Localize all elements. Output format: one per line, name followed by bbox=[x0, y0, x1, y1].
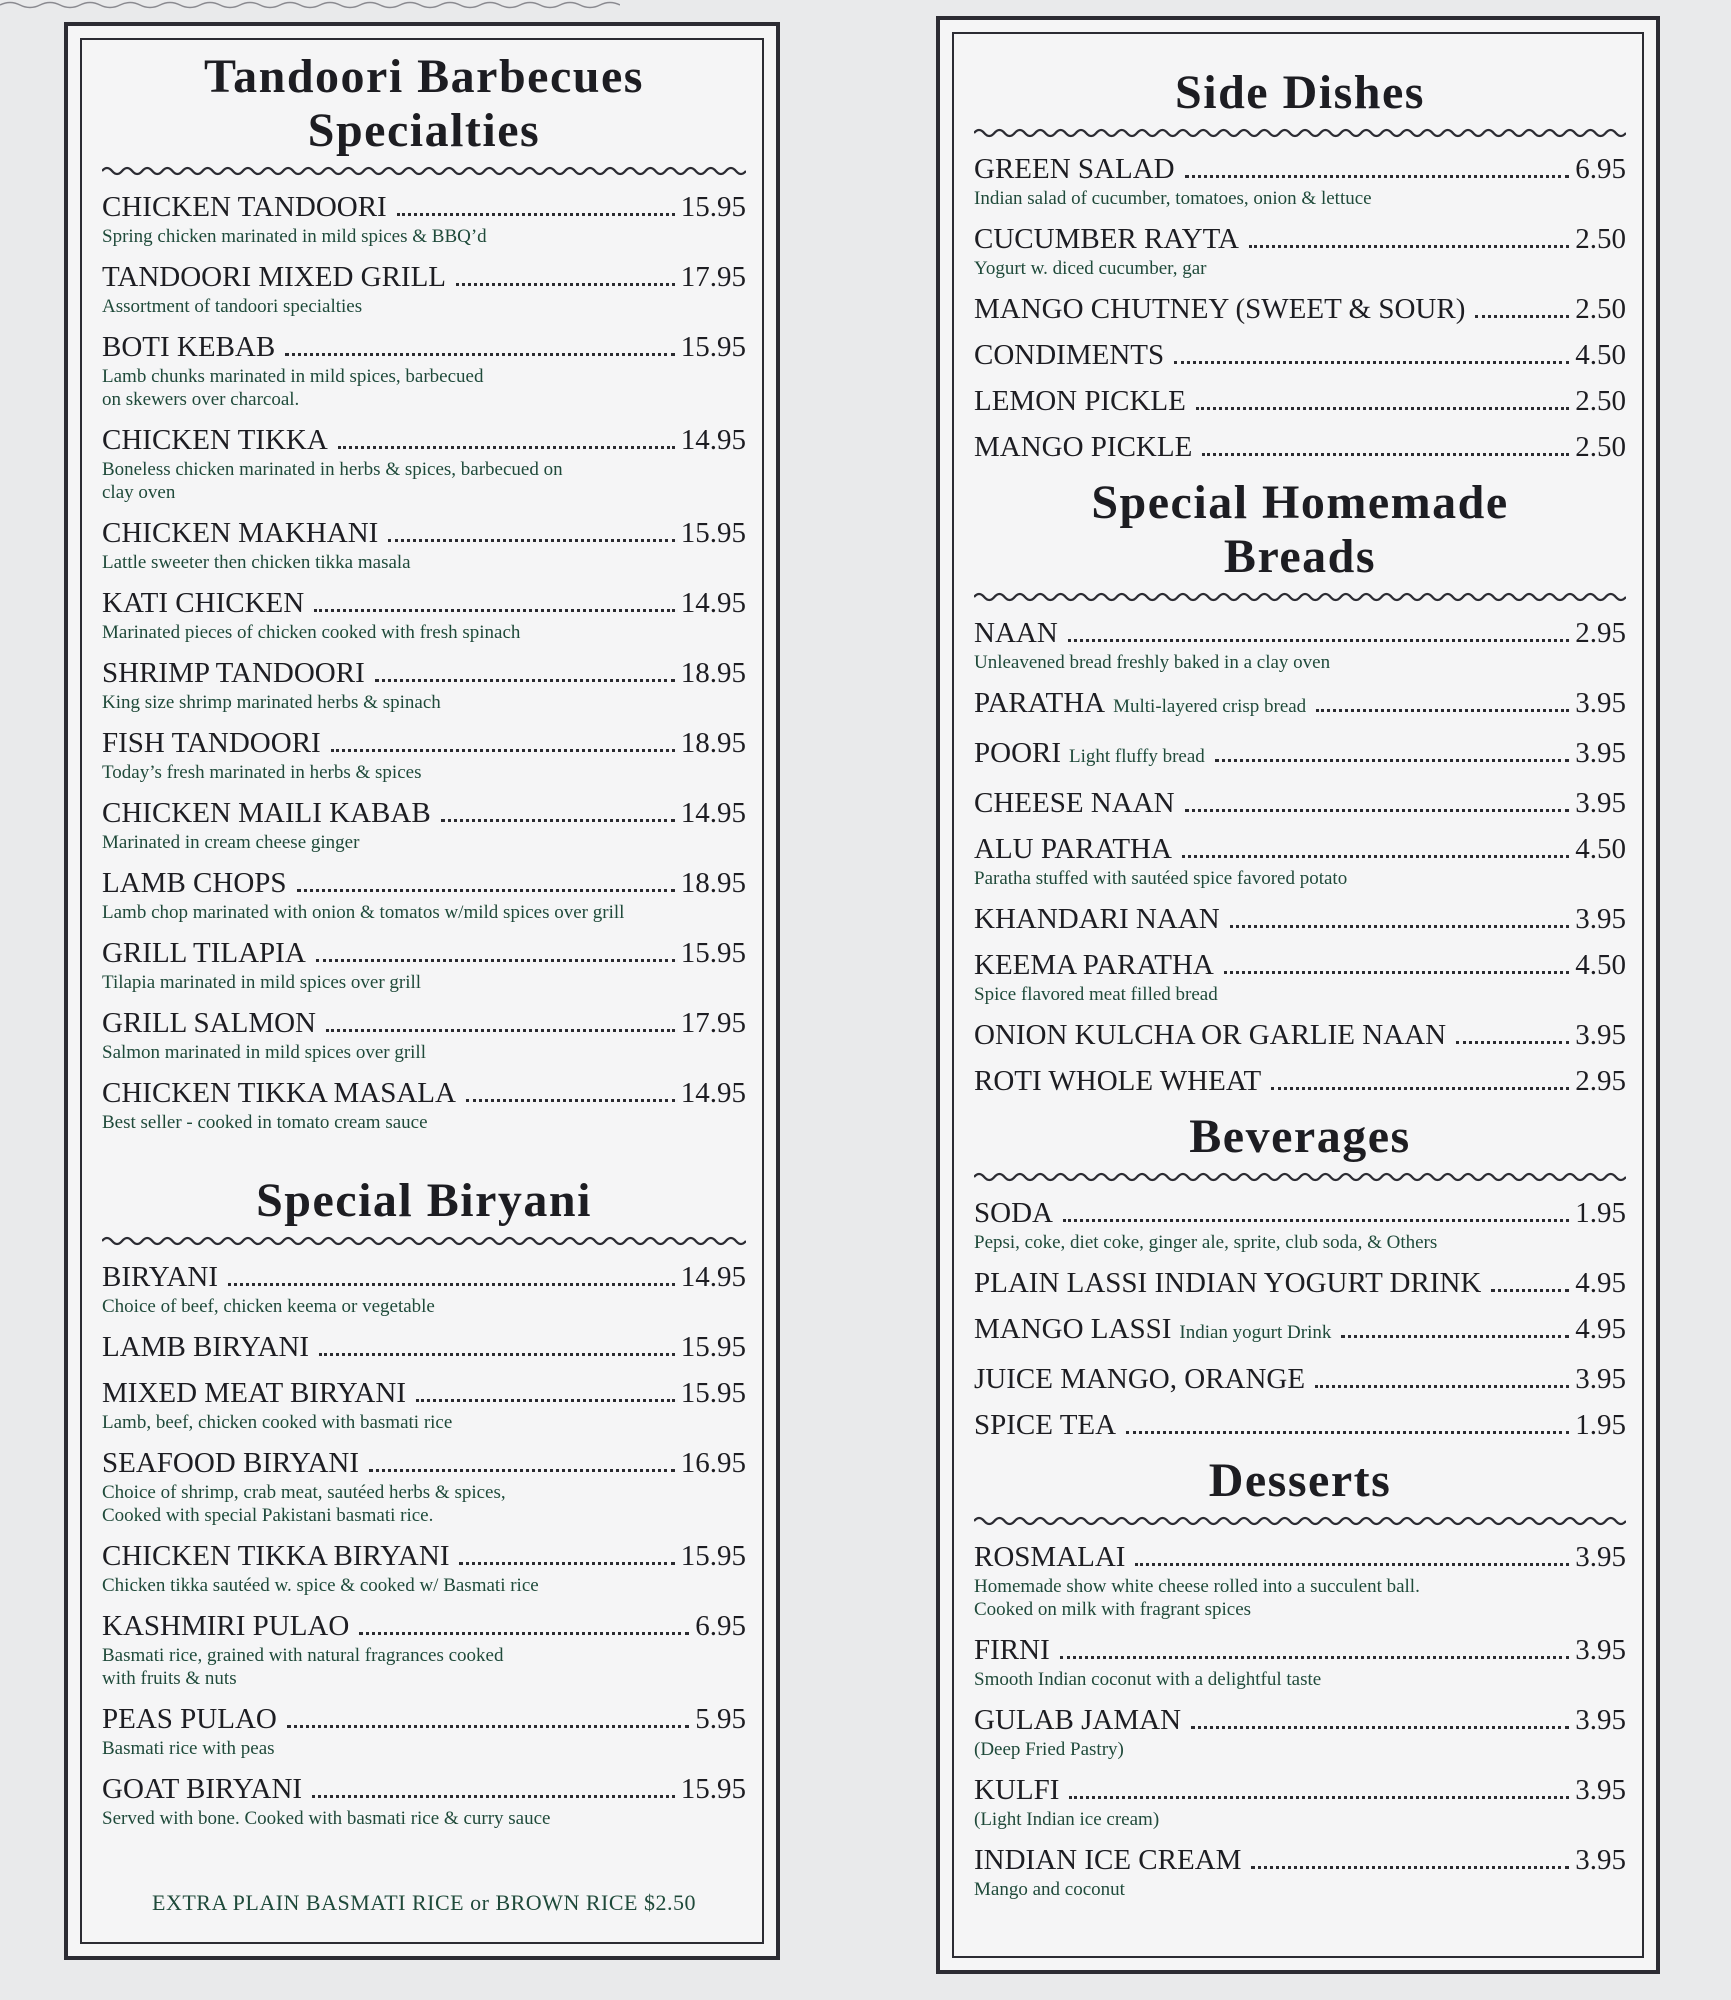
menu-item-grill-salmon bbox=[102, 1006, 746, 1064]
item-price: 3.95 bbox=[1575, 1704, 1626, 1736]
item-inline-description: Indian yogurt Drink bbox=[1179, 1322, 1332, 1343]
menu-section-special-homemade-breads bbox=[974, 476, 1626, 1098]
item-price: 15.95 bbox=[680, 1331, 746, 1363]
item-price: 2.95 bbox=[1575, 617, 1626, 649]
item-description: Boneless chicken marinated in herbs & spices, barbecued on clay oven bbox=[102, 459, 563, 503]
item-price: 6.95 bbox=[1575, 153, 1626, 185]
dot-leader bbox=[1182, 855, 1569, 858]
section-title: Desserts bbox=[1208, 1454, 1392, 1507]
dot-leader bbox=[397, 213, 675, 216]
dot-leader bbox=[1063, 1219, 1569, 1222]
item-description: Lamb, beef, chicken cooked with basmati rice bbox=[102, 1412, 453, 1433]
section-title: Special Homemade Breads bbox=[1091, 476, 1509, 583]
item-price: 6.95 bbox=[695, 1610, 746, 1642]
menu-item-khandari-naan bbox=[974, 902, 1626, 936]
item-price: 3.95 bbox=[1575, 903, 1626, 935]
menu-item-rosmalai bbox=[974, 1540, 1626, 1621]
menu-item-soda bbox=[974, 1196, 1626, 1254]
menu-item-paratha bbox=[974, 686, 1626, 724]
item-name: LAMB BIRYANI bbox=[102, 1331, 310, 1363]
menu-item-lamb-chops bbox=[102, 866, 746, 924]
item-name: FISH TANDOORI bbox=[102, 727, 321, 759]
item-description: Assortment of tandoori specialties bbox=[102, 296, 363, 317]
item-price: 18.95 bbox=[680, 657, 746, 689]
item-description: Choice of beef, chicken keema or vegetable bbox=[102, 1296, 435, 1317]
item-description: Mango and coconut bbox=[974, 1879, 1125, 1900]
menu-item-mixed-meat-biryani bbox=[102, 1376, 746, 1434]
dot-leader bbox=[326, 1029, 675, 1032]
item-description: Today’s fresh marinated in herbs & spices bbox=[102, 762, 422, 783]
dot-leader bbox=[1191, 1726, 1569, 1729]
item-description: Tilapia marinated in mild spices over grill bbox=[102, 972, 422, 993]
menu-item-chicken-tikka-masala bbox=[102, 1076, 746, 1134]
item-name: SPICE TEA bbox=[974, 1409, 1117, 1441]
item-name: KASHMIRI PULAO bbox=[102, 1610, 350, 1642]
menu-item-spice-tea bbox=[974, 1408, 1626, 1442]
item-price: 15.95 bbox=[680, 1377, 746, 1409]
item-price: 3.95 bbox=[1575, 1541, 1626, 1573]
item-price: 15.95 bbox=[680, 331, 746, 363]
dot-leader bbox=[1185, 175, 1570, 178]
right-menu-panel bbox=[936, 16, 1660, 1974]
item-description: Spice flavored meat filled bread bbox=[974, 984, 1218, 1005]
item-name: CHICKEN TIKKA BIRYANI bbox=[102, 1540, 450, 1572]
item-name: MANGO LASSI bbox=[974, 1313, 1172, 1345]
menu-item-shrimp-tandoori bbox=[102, 656, 746, 714]
menu-item-boti-kebab bbox=[102, 330, 746, 411]
dot-leader bbox=[287, 1725, 689, 1728]
item-name: CHEESE NAAN bbox=[974, 787, 1175, 819]
item-price: 3.95 bbox=[1575, 1844, 1626, 1876]
dot-leader bbox=[1456, 1041, 1569, 1044]
item-price: 2.50 bbox=[1575, 385, 1626, 417]
item-description: Indian salad of cucumber, tomatoes, onion & lettuce bbox=[974, 188, 1372, 209]
dot-leader bbox=[441, 819, 675, 822]
item-description: Served with bone. Cooked with basmati rice & curry sauce bbox=[102, 1808, 551, 1829]
item-name: ROSMALAI bbox=[974, 1541, 1126, 1573]
dot-leader bbox=[1135, 1563, 1569, 1566]
item-price: 2.50 bbox=[1575, 223, 1626, 255]
item-name: INDIAN ICE CREAM bbox=[974, 1844, 1242, 1876]
menu-item-mango-chutney-sweet-sour bbox=[974, 292, 1626, 326]
item-price: 3.95 bbox=[1575, 1363, 1626, 1395]
item-price: 15.95 bbox=[680, 1540, 746, 1572]
menu-item-green-salad bbox=[974, 152, 1626, 210]
item-price: 4.50 bbox=[1575, 949, 1626, 981]
menu-item-firni bbox=[974, 1633, 1626, 1691]
item-inline-description: Multi-layered crisp bread bbox=[1113, 696, 1307, 717]
menu-item-naan bbox=[974, 616, 1626, 674]
dot-leader bbox=[369, 1469, 675, 1472]
item-name: CUCUMBER RAYTA bbox=[974, 223, 1239, 255]
menu-item-juice-mango-orange bbox=[974, 1362, 1626, 1396]
item-price: 18.95 bbox=[680, 867, 746, 899]
item-name: CHICKEN TIKKA bbox=[102, 424, 328, 456]
item-price: 3.95 bbox=[1575, 787, 1626, 819]
section-title: Special Biryani bbox=[256, 1174, 592, 1227]
dot-leader bbox=[1341, 1335, 1569, 1338]
item-price: 4.95 bbox=[1575, 1267, 1626, 1299]
item-price: 1.95 bbox=[1575, 1409, 1626, 1441]
item-description: Unleavened bread freshly baked in a clay oven bbox=[974, 652, 1331, 673]
item-name: ONION KULCHA OR GARLIE NAAN bbox=[974, 1019, 1447, 1051]
menu-item-grill-tilapia bbox=[102, 936, 746, 994]
section-title: Tandoori Barbecues Specialties bbox=[204, 50, 644, 157]
menu-section-side-dishes bbox=[974, 66, 1626, 464]
item-description: Basmati rice with peas bbox=[102, 1738, 275, 1759]
item-description: Lamb chunks marinated in mild spices, barbecued on skewers over charcoal. bbox=[102, 366, 484, 410]
item-price: 14.95 bbox=[680, 587, 746, 619]
dot-leader bbox=[466, 1099, 675, 1102]
item-price: 4.50 bbox=[1575, 833, 1626, 865]
dot-leader bbox=[456, 283, 675, 286]
dot-leader bbox=[312, 1795, 675, 1798]
item-name: BIRYANI bbox=[102, 1261, 219, 1293]
item-price: 14.95 bbox=[680, 1077, 746, 1109]
menu-item-chicken-tikka bbox=[102, 423, 746, 504]
dot-leader bbox=[1316, 709, 1569, 712]
item-name: SODA bbox=[974, 1197, 1053, 1229]
menu-item-kulfi bbox=[974, 1773, 1626, 1831]
dot-leader bbox=[1251, 1866, 1569, 1869]
menu-item-lamb-biryani bbox=[102, 1330, 746, 1364]
item-name: GRILL SALMON bbox=[102, 1007, 317, 1039]
item-name: CHICKEN TIKKA MASALA bbox=[102, 1077, 456, 1109]
item-name: BOTI KEBAB bbox=[102, 331, 276, 363]
menu-item-chicken-tikka-biryani bbox=[102, 1539, 746, 1597]
item-description: Salmon marinated in mild spices over grill bbox=[102, 1042, 426, 1063]
wavy-divider bbox=[102, 162, 746, 180]
item-price: 4.95 bbox=[1575, 1313, 1626, 1345]
dot-leader bbox=[1068, 639, 1569, 642]
menu-item-chicken-tandoori bbox=[102, 190, 746, 248]
item-price: 2.50 bbox=[1575, 293, 1626, 325]
dot-leader bbox=[1060, 1656, 1570, 1659]
menu-section-desserts bbox=[974, 1454, 1626, 1901]
dot-leader bbox=[338, 446, 675, 449]
item-description: Marinated pieces of chicken cooked with fresh spinach bbox=[102, 622, 521, 643]
item-name: CHICKEN TANDOORI bbox=[102, 191, 387, 223]
dot-leader bbox=[1174, 361, 1569, 364]
menu-item-mango-pickle bbox=[974, 430, 1626, 464]
item-price: 3.95 bbox=[1575, 1019, 1626, 1051]
dot-leader bbox=[1185, 809, 1570, 812]
item-price: 15.95 bbox=[680, 517, 746, 549]
item-price: 14.95 bbox=[680, 424, 746, 456]
item-name: KULFI bbox=[974, 1774, 1060, 1806]
item-price: 15.95 bbox=[680, 191, 746, 223]
item-name: GOAT BIRYANI bbox=[102, 1773, 303, 1805]
dot-leader bbox=[1126, 1431, 1569, 1434]
item-name: CONDIMENTS bbox=[974, 339, 1165, 371]
menu-section-tandoori-barbecues-specialties bbox=[102, 50, 746, 1134]
menu-item-alu-paratha bbox=[974, 832, 1626, 890]
item-name: LAMB CHOPS bbox=[102, 867, 287, 899]
dot-leader bbox=[1475, 315, 1569, 318]
item-name: LEMON PICKLE bbox=[974, 385, 1186, 417]
item-inline-description: Light fluffy bread bbox=[1069, 746, 1205, 767]
dot-leader bbox=[1224, 971, 1569, 974]
menu-item-fish-tandoori bbox=[102, 726, 746, 784]
dot-leader bbox=[331, 749, 675, 752]
item-name: GULAB JAMAN bbox=[974, 1704, 1182, 1736]
item-name: ALU PARATHA bbox=[974, 833, 1172, 865]
menu-item-chicken-maili-kabab bbox=[102, 796, 746, 854]
dot-leader bbox=[1230, 925, 1570, 928]
item-name: KATI CHICKEN bbox=[102, 587, 305, 619]
item-price: 17.95 bbox=[680, 261, 746, 293]
item-name: NAAN bbox=[974, 617, 1058, 649]
dot-leader bbox=[388, 539, 674, 542]
item-name: CHICKEN MAKHANI bbox=[102, 517, 379, 549]
item-description: Basmati rice, grained with natural fragrances cooked with fruits & nuts bbox=[102, 1645, 504, 1689]
item-price: 5.95 bbox=[695, 1703, 746, 1735]
wavy-divider bbox=[974, 124, 1626, 142]
menu-section-special-biryani bbox=[102, 1174, 746, 1830]
item-price: 3.95 bbox=[1575, 687, 1626, 719]
section-title: Beverages bbox=[1189, 1110, 1411, 1163]
item-price: 15.95 bbox=[680, 937, 746, 969]
dot-leader bbox=[319, 1353, 675, 1356]
wavy-divider bbox=[974, 1168, 1626, 1186]
section-title: Side Dishes bbox=[1175, 66, 1425, 119]
menu-item-chicken-makhani bbox=[102, 516, 746, 574]
item-name: GREEN SALAD bbox=[974, 153, 1175, 185]
item-name: PARATHA bbox=[974, 687, 1106, 719]
dot-leader bbox=[1491, 1289, 1569, 1292]
item-name: TANDOORI MIXED GRILL bbox=[102, 261, 447, 293]
item-name: PLAIN LASSI INDIAN YOGURT DRINK bbox=[974, 1267, 1482, 1299]
item-description: Pepsi, coke, diet coke, ginger ale, sprite, club soda, & Others bbox=[974, 1232, 1438, 1253]
extra-rice-note: EXTRA PLAIN BASMATI RICE or BROWN RICE $2.50 bbox=[152, 1890, 696, 1915]
dot-leader bbox=[316, 959, 675, 962]
wavy-divider bbox=[974, 588, 1626, 606]
dot-leader bbox=[375, 679, 675, 682]
item-name: KEEMA PARATHA bbox=[974, 949, 1214, 981]
item-description: Best seller - cooked in tomato cream sauce bbox=[102, 1112, 428, 1133]
dot-leader bbox=[228, 1283, 675, 1286]
menu-section-beverages bbox=[974, 1110, 1626, 1442]
item-name: SEAFOOD BIRYANI bbox=[102, 1447, 360, 1479]
dot-leader bbox=[297, 889, 675, 892]
item-name: KHANDARI NAAN bbox=[974, 903, 1220, 935]
wavy-divider bbox=[974, 1512, 1626, 1530]
item-description: Yogurt w. diced cucumber, gar bbox=[974, 258, 1207, 279]
item-name: SHRIMP TANDOORI bbox=[102, 657, 365, 689]
menu-item-kati-chicken bbox=[102, 586, 746, 644]
item-description: King size shrimp marinated herbs & spinach bbox=[102, 692, 441, 713]
dot-leader bbox=[1069, 1796, 1569, 1799]
item-price: 14.95 bbox=[680, 1261, 746, 1293]
item-price: 3.95 bbox=[1575, 1774, 1626, 1806]
item-name: MANGO PICKLE bbox=[974, 431, 1193, 463]
menu-item-tandoori-mixed-grill bbox=[102, 260, 746, 318]
item-name: JUICE MANGO, ORANGE bbox=[974, 1363, 1306, 1395]
item-name: CHICKEN MAILI KABAB bbox=[102, 797, 431, 829]
menu-item-plain-lassi-indian-yogurt-drink bbox=[974, 1266, 1626, 1300]
menu-item-gulab-jaman bbox=[974, 1703, 1626, 1761]
top-edge-wave bbox=[0, 0, 620, 10]
item-name: FIRNI bbox=[974, 1634, 1050, 1666]
item-description: Lattle sweeter then chicken tikka masala bbox=[102, 552, 411, 573]
item-price: 17.95 bbox=[680, 1007, 746, 1039]
item-description: (Deep Fried Pastry) bbox=[974, 1739, 1124, 1760]
item-price: 4.50 bbox=[1575, 339, 1626, 371]
item-description: Homemade show white cheese rolled into a succulent ball. Cooked on milk with fragrant spices bbox=[974, 1576, 1420, 1620]
item-description: (Light Indian ice cream) bbox=[974, 1809, 1160, 1830]
menu-item-poori bbox=[974, 736, 1626, 774]
item-description: Chicken tikka sautéed w. spice & cooked w/ Basmati rice bbox=[102, 1575, 539, 1596]
dot-leader bbox=[1215, 759, 1569, 762]
item-price: 2.95 bbox=[1575, 1065, 1626, 1097]
item-price: 18.95 bbox=[680, 727, 746, 759]
menu-item-indian-ice-cream bbox=[974, 1843, 1626, 1901]
menu-item-roti-whole-wheat bbox=[974, 1064, 1626, 1098]
dot-leader bbox=[1249, 245, 1569, 248]
item-price: 1.95 bbox=[1575, 1197, 1626, 1229]
dot-leader bbox=[359, 1632, 689, 1635]
menu-item-onion-kulcha-or-garlie-naan bbox=[974, 1018, 1626, 1052]
item-name: GRILL TILAPIA bbox=[102, 937, 306, 969]
item-name: POORI bbox=[974, 737, 1062, 769]
dot-leader bbox=[285, 353, 675, 356]
item-price: 3.95 bbox=[1575, 737, 1626, 769]
dot-leader bbox=[314, 609, 675, 612]
menu-item-mango-lassi bbox=[974, 1312, 1626, 1350]
menu-item-kashmiri-pulao bbox=[102, 1609, 746, 1690]
dot-leader bbox=[459, 1562, 674, 1565]
item-name: ROTI WHOLE WHEAT bbox=[974, 1065, 1262, 1097]
menu-item-cucumber-rayta bbox=[974, 222, 1626, 280]
item-description: Choice of shrimp, crab meat, sautéed herbs & spices, Cooked with special Pakistani basmati rice. bbox=[102, 1482, 506, 1526]
dot-leader bbox=[1202, 453, 1569, 456]
item-price: 2.50 bbox=[1575, 431, 1626, 463]
dot-leader bbox=[1196, 407, 1569, 410]
item-price: 14.95 bbox=[680, 797, 746, 829]
dot-leader bbox=[416, 1399, 675, 1402]
item-description: Marinated in cream cheese ginger bbox=[102, 832, 360, 853]
menu-item-lemon-pickle bbox=[974, 384, 1626, 418]
item-price: 15.95 bbox=[680, 1773, 746, 1805]
dot-leader bbox=[1315, 1385, 1569, 1388]
item-name: PEAS PULAO bbox=[102, 1703, 277, 1735]
item-description: Lamb chop marinated with onion & tomatos w/mild spices over grill bbox=[102, 902, 625, 923]
menu-item-peas-pulao bbox=[102, 1702, 746, 1760]
item-description: Smooth Indian coconut with a delightful taste bbox=[974, 1669, 1322, 1690]
menu-item-cheese-naan bbox=[974, 786, 1626, 820]
menu-item-condiments bbox=[974, 338, 1626, 372]
dot-leader bbox=[1271, 1087, 1569, 1090]
left-menu-panel bbox=[64, 22, 780, 1960]
menu-item-biryani bbox=[102, 1260, 746, 1318]
menu-item-goat-biryani bbox=[102, 1772, 746, 1830]
item-name: MANGO CHUTNEY (SWEET & SOUR) bbox=[974, 293, 1466, 325]
wavy-divider bbox=[102, 1232, 746, 1250]
item-description: Spring chicken marinated in mild spices & BBQ’d bbox=[102, 226, 487, 247]
item-price: 3.95 bbox=[1575, 1634, 1626, 1666]
item-name: MIXED MEAT BIRYANI bbox=[102, 1377, 406, 1409]
menu-item-seafood-biryani bbox=[102, 1446, 746, 1527]
item-description: Paratha stuffed with sautéed spice favored potato bbox=[974, 868, 1348, 889]
item-price: 16.95 bbox=[680, 1447, 746, 1479]
menu-item-keema-paratha bbox=[974, 948, 1626, 1006]
